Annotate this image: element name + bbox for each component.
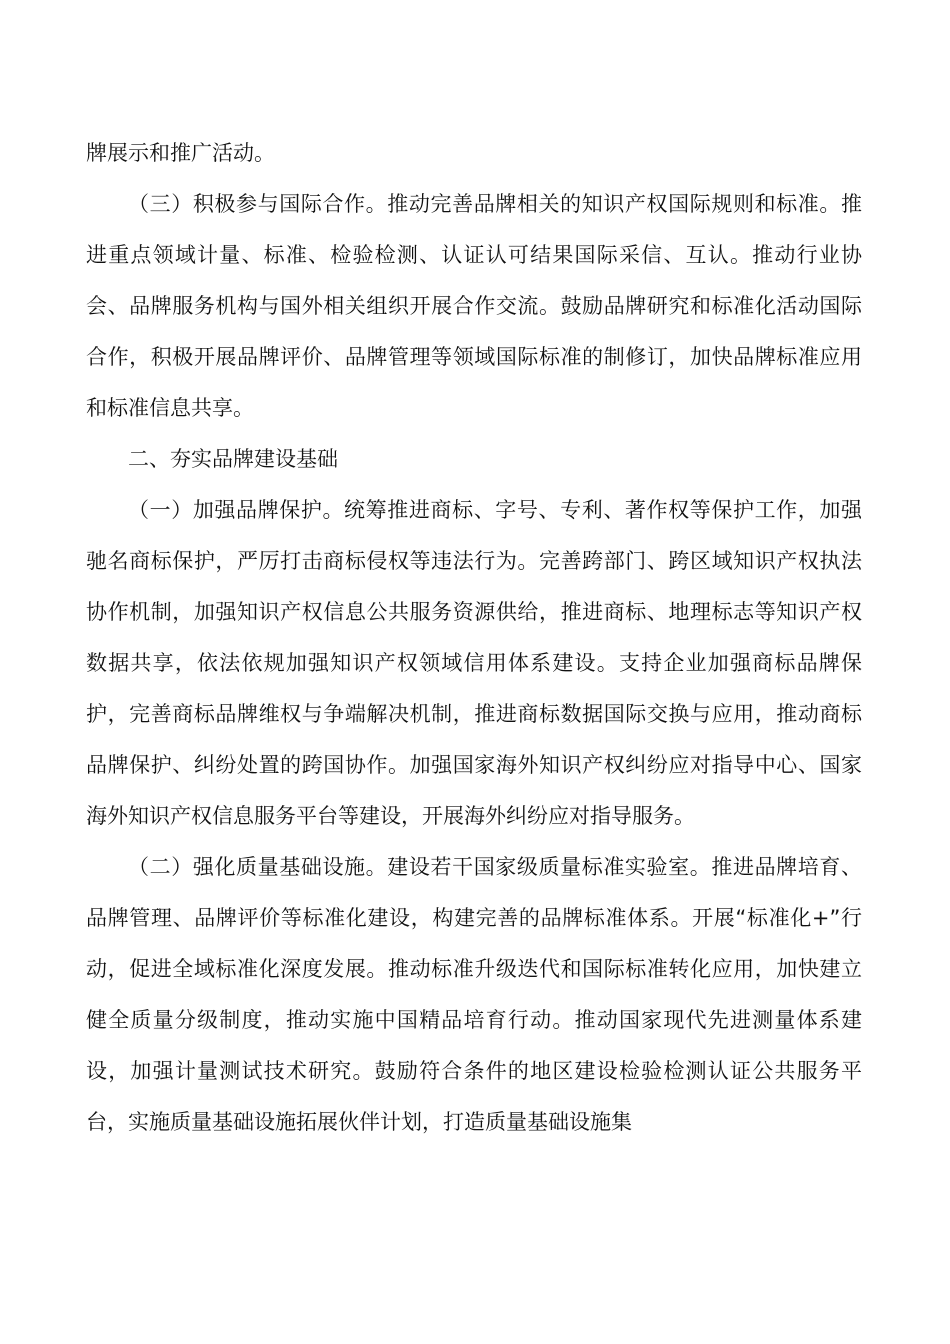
paragraph-quality-infrastructure: （二）强化质量基础设施。建设若干国家级质量标准实验室。推进品牌培育、品牌管理、品牌评价等标准化建设，构建完善的品牌标准体系。开展“标准化+”行动，促进全域标准化深度发展。推动标准升级迭代和国际标准转化应用，加快建立健全质量分级制度，推动实施中国精品培育行动。推动国家现代先进测量体系建设，加强计量测试技术研究。鼓励符合条件的地区建设检验检测认证公共服务平台，实施质量基础设施拓展伙伴计划，打造质量基础设施集 xyxy=(86,855,862,1134)
section-heading: 二、夯实品牌建设基础 xyxy=(128,447,338,471)
paragraph-international-cooperation: （三）积极参与国际合作。推动完善品牌相关的知识产权国际规则和标准。推进重点领域计量、标准、检验检测、认证认可结果国际采信、互认。推动行业协会、品牌服务机构与国外相关组织开展合作交流。鼓励品牌研究和标准化活动国际合作，积极开展品牌评价、品牌管理等领域国际标准的制修订，加快品牌标准应用和标准信息共享。 xyxy=(86,192,862,420)
document-body xyxy=(86,128,862,1148)
paragraph-brand-protection: （一）加强品牌保护。统筹推进商标、字号、专利、著作权等保护工作，加强驰名商标保护，严厉打击商标侵权等违法行为。完善跨部门、跨区域知识产权执法协作机制，加强知识产权信息公共服务资源供给，推进商标、地理标志等知识产权数据共享，依法依规加强知识产权领域信用体系建设。支持企业加强商标品牌保护，完善商标品牌维权与争端解决机制，推进商标数据国际交换与应用，推动商标品牌保护、纠纷处置的跨国协作。加强国家海外知识产权纠纷应对指导中心、国家海外知识产权信息服务平台等建设，开展海外纠纷应对指导服务。 xyxy=(86,498,862,828)
paragraph-continuation: 牌展示和推广活动。 xyxy=(86,141,275,165)
